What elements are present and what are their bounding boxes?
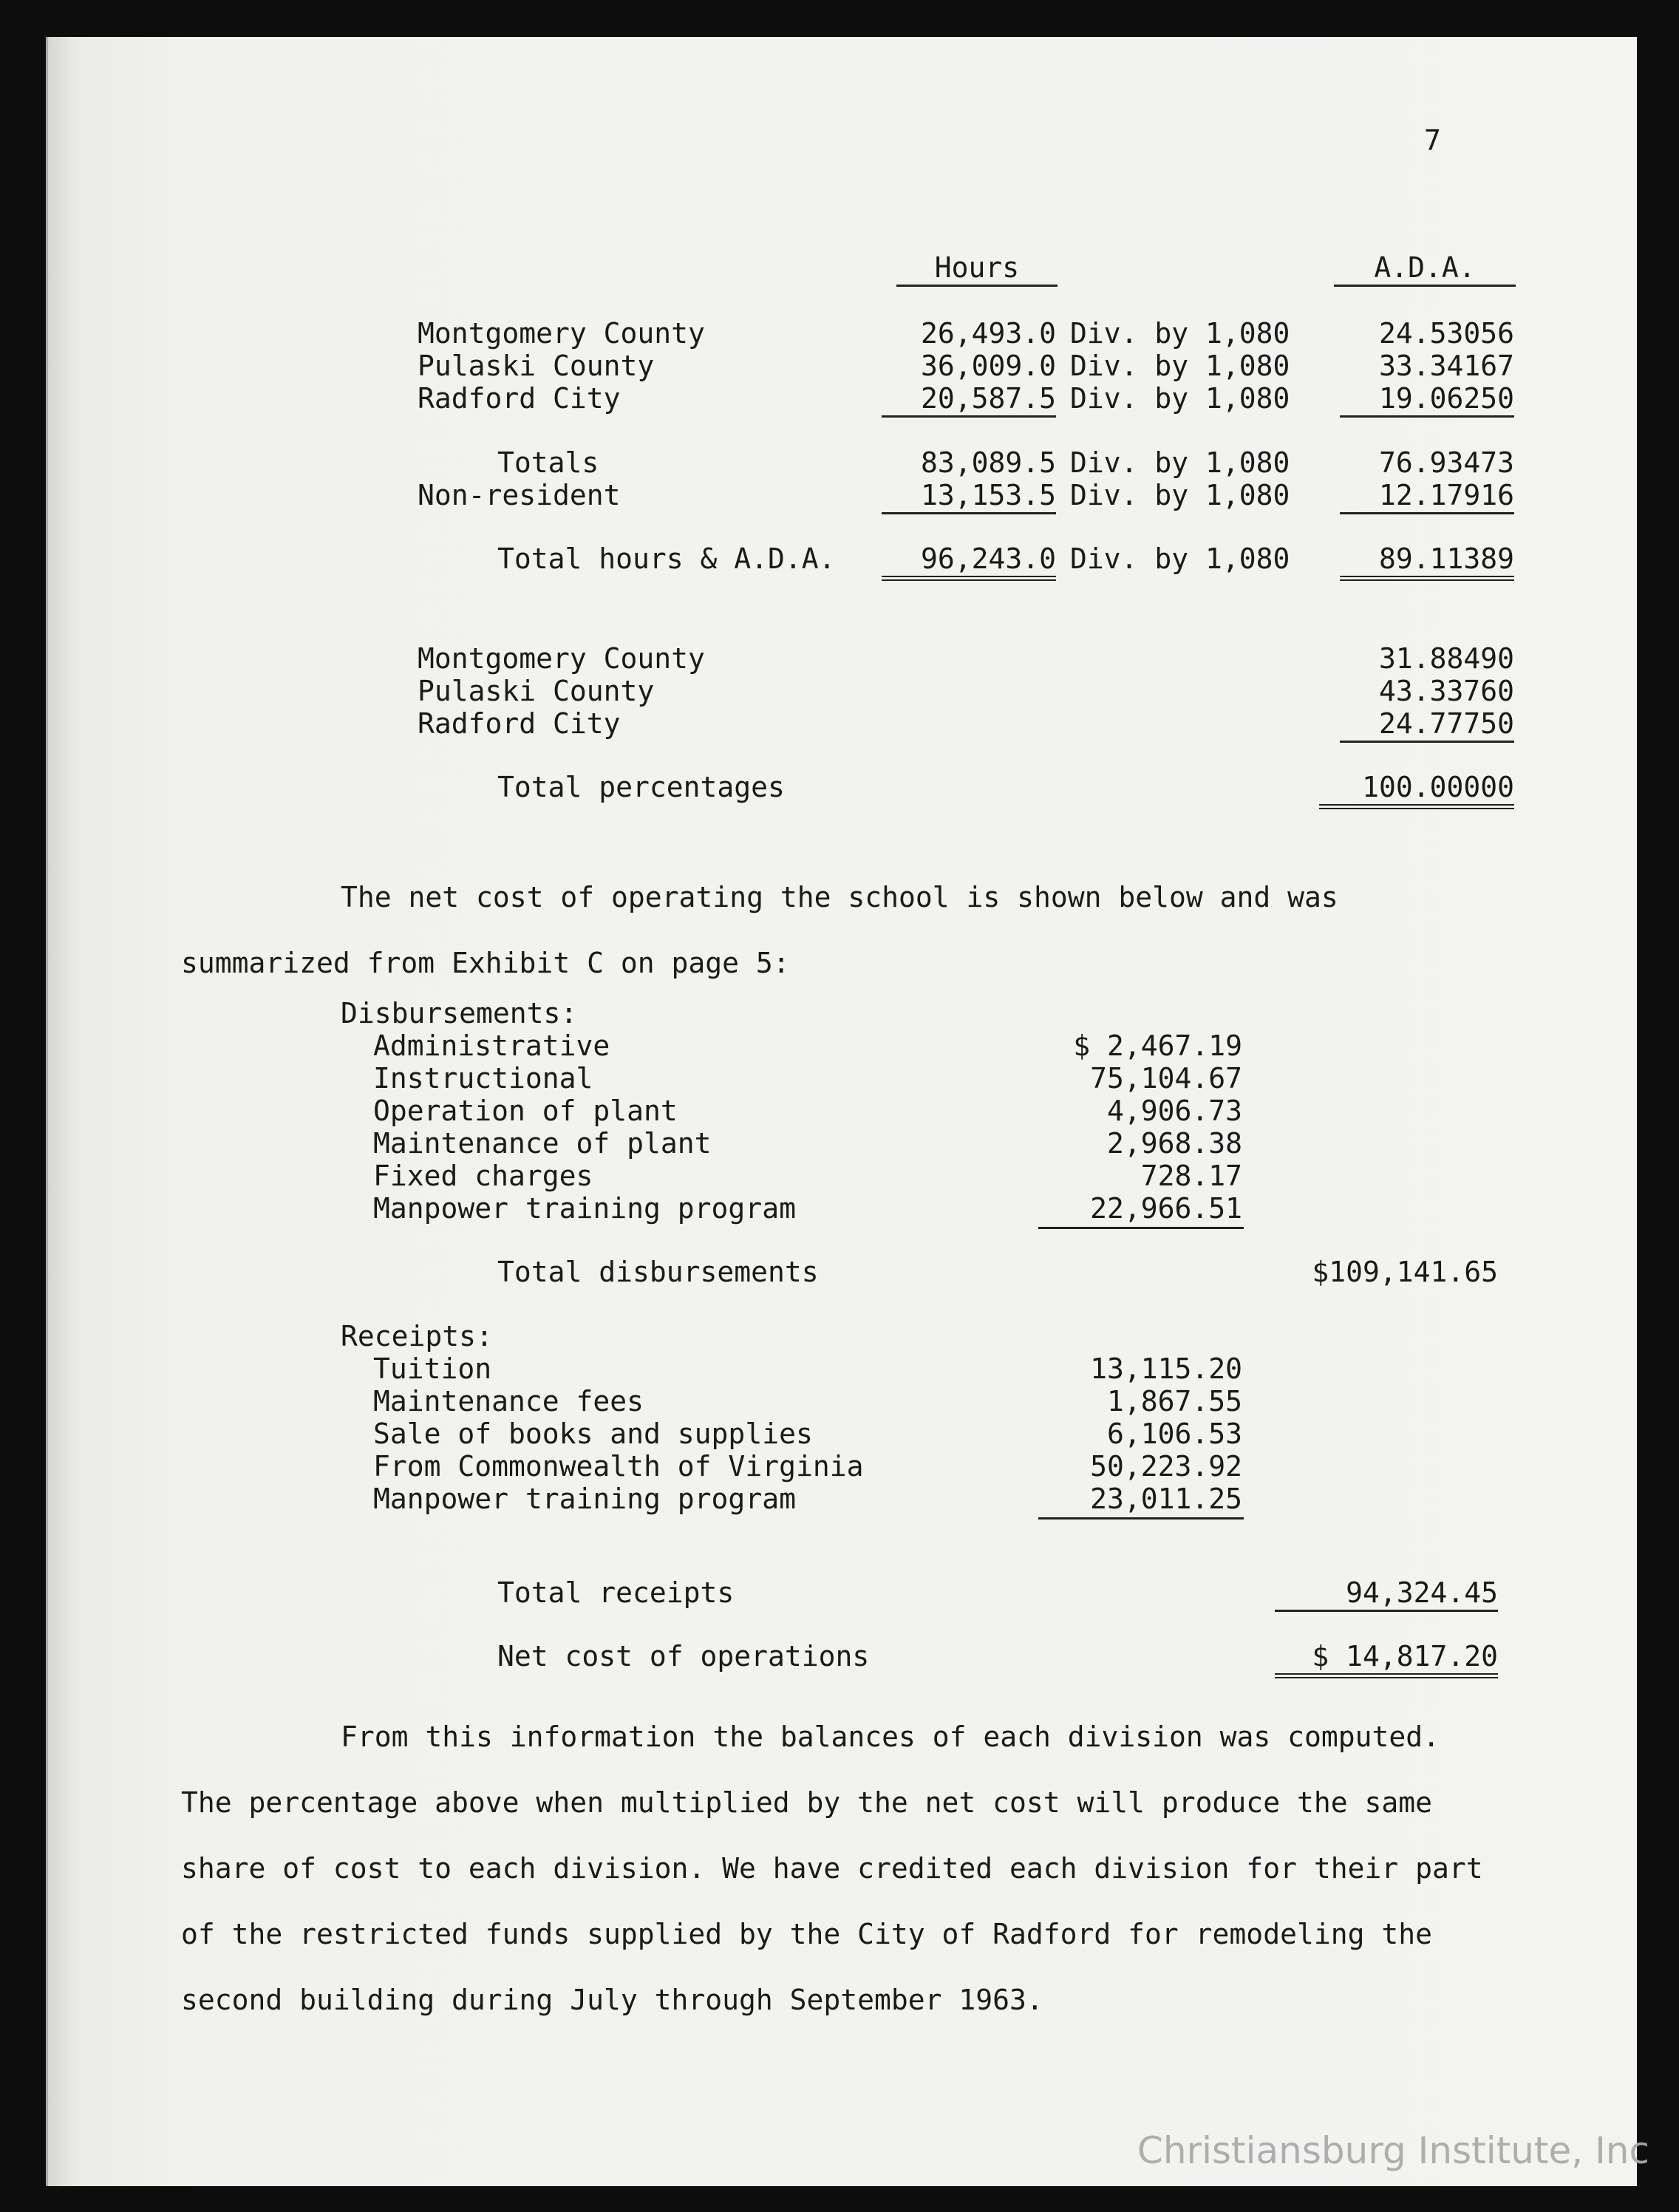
row-label: Non-resident [418, 479, 621, 511]
row-hours: 26,493.0 [920, 317, 1056, 350]
net-cost-label: Net cost of operations [497, 1640, 870, 1672]
document-page [46, 37, 1637, 2186]
row-percent: 43.33760 [1378, 675, 1514, 707]
row-label: Montgomery County [418, 317, 705, 350]
row-label: Total hours & A.D.A. [497, 542, 836, 575]
row-hours: 36,009.0 [920, 350, 1056, 382]
row-label: Radford City [418, 707, 621, 740]
row-percent: 24.77750 [1340, 707, 1514, 743]
item-label: Manpower training program [373, 1192, 796, 1225]
row-ada: 89.11389 [1340, 542, 1514, 581]
item-label: Operation of plant [373, 1095, 678, 1127]
row-ada: 76.93473 [1378, 446, 1514, 479]
row-ada: 12.17916 [1340, 478, 1514, 514]
ada-header: A.D.A. [1334, 251, 1516, 287]
total-amount: $109,141.65 [1312, 1256, 1498, 1288]
item-label: Fixed charges [373, 1160, 593, 1192]
item-amount: 50,223.92 [1090, 1450, 1242, 1483]
row-hours: 13,153.5 [882, 478, 1056, 514]
item-amount: $ 2,467.19 [1073, 1030, 1242, 1062]
subtotal-rule [1038, 1227, 1244, 1229]
net-cost-amount: $ 14,817.20 [1275, 1639, 1498, 1678]
row-divisor: Div. by 1,080 [1070, 446, 1290, 479]
item-label: Instructional [373, 1062, 593, 1095]
item-amount: 728.17 [1140, 1160, 1242, 1192]
item-amount: 22,966.51 [1090, 1192, 1242, 1225]
row-label: Pulaski County [418, 350, 655, 382]
row-ada: 24.53056 [1378, 317, 1514, 350]
item-label: Sale of books and supplies [373, 1418, 813, 1450]
item-label: Maintenance fees [373, 1385, 644, 1418]
row-divisor: Div. by 1,080 [1070, 382, 1290, 415]
row-label: Radford City [418, 382, 621, 415]
intro-paragraph: The net cost of operating the school is shown below and was summarized from Exhibit C on page 5: [181, 881, 1338, 979]
closing-paragraph: From this information the balances of each division was computed. The percentage above when multiplied by the net cost will produce the same share of cost to each division. We have credited each division for their part of the restricted funds supplied by the City of Radford for remodeling the second building during July through September 1963. [181, 1721, 1483, 2016]
row-divisor: Div. by 1,080 [1070, 542, 1290, 575]
item-amount: 2,968.38 [1106, 1127, 1242, 1160]
hours-header: Hours [896, 251, 1058, 287]
row-hours: 83,089.5 [920, 446, 1056, 479]
subtotal-rule [1038, 1517, 1244, 1520]
row-hours: 20,587.5 [882, 381, 1056, 418]
item-label: From Commonwealth of Virginia [373, 1450, 864, 1483]
row-divisor: Div. by 1,080 [1070, 350, 1290, 382]
row-hours: 96,243.0 [882, 542, 1056, 581]
row-ada: 19.06250 [1340, 381, 1514, 418]
total-amount: 94,324.45 [1275, 1576, 1498, 1612]
row-label: Pulaski County [418, 675, 655, 707]
total-label: Total disbursements [497, 1256, 819, 1288]
row-label: Montgomery County [418, 642, 705, 675]
row-label: Totals [497, 446, 599, 479]
item-label: Maintenance of plant [373, 1127, 712, 1160]
total-label: Total receipts [497, 1576, 735, 1609]
row-ada: 33.34167 [1378, 350, 1514, 382]
row-percent: 100.00000 [1319, 770, 1514, 809]
row-percent: 31.88490 [1378, 642, 1514, 675]
row-divisor: Div. by 1,080 [1070, 317, 1290, 350]
item-amount: 75,104.67 [1090, 1062, 1242, 1095]
item-label: Tuition [373, 1352, 492, 1385]
item-amount: 23,011.25 [1090, 1483, 1242, 1515]
item-amount: 6,106.53 [1106, 1418, 1242, 1450]
page-number: 7 [1424, 124, 1441, 157]
row-divisor: Div. by 1,080 [1070, 479, 1290, 511]
item-amount: 4,906.73 [1106, 1095, 1242, 1127]
item-amount: 13,115.20 [1090, 1352, 1242, 1385]
disbursements-heading: Disbursements: [341, 997, 578, 1030]
row-label: Total percentages [497, 771, 785, 803]
item-label: Manpower training program [373, 1483, 796, 1515]
item-label: Administrative [373, 1030, 610, 1062]
item-amount: 1,867.55 [1106, 1385, 1242, 1418]
watermark: Christiansburg Institute, Inc [1137, 2129, 1649, 2172]
receipts-heading: Receipts: [341, 1320, 493, 1352]
